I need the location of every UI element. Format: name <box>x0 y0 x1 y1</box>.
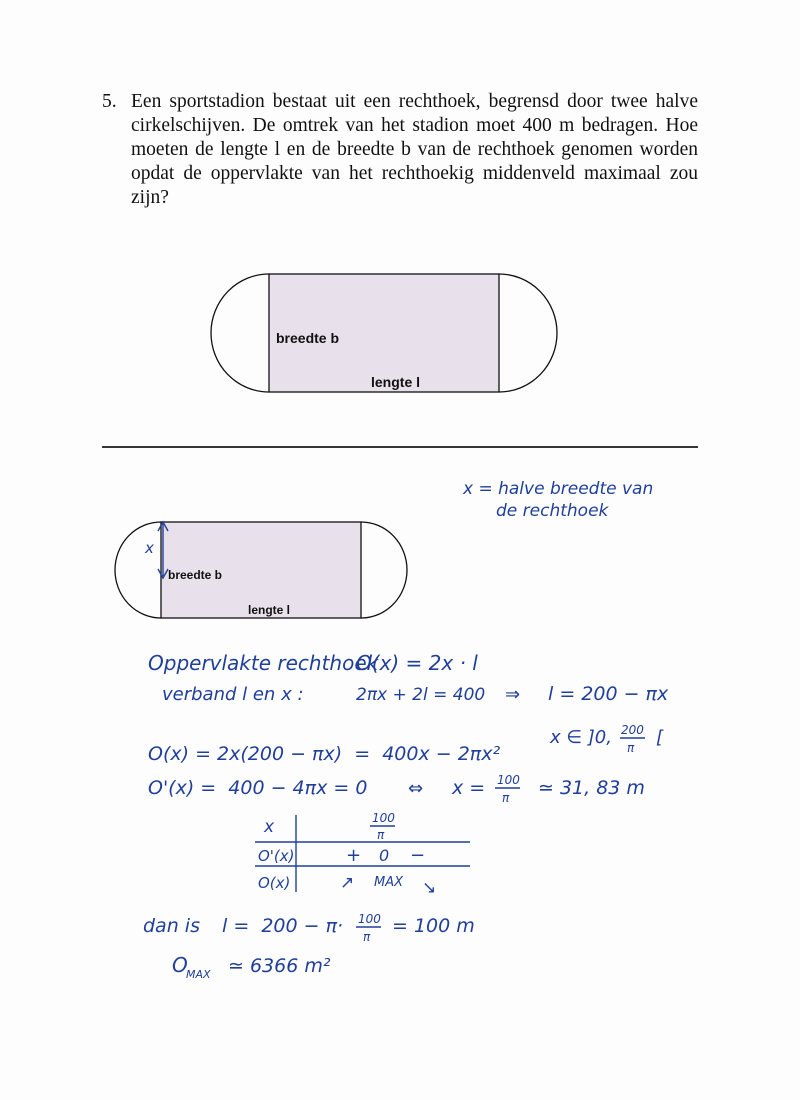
table-row1-minus: − <box>410 845 426 866</box>
area-label: Oppervlakte rechthoek <box>148 651 379 675</box>
stadium-diagram-top <box>211 274 557 392</box>
width-label-2: breedte b <box>168 568 223 582</box>
area-formula: O(x) = 2x · l <box>356 651 478 675</box>
implies-arrow: ⇒ <box>505 684 521 705</box>
l-result: = 100 m <box>392 915 475 937</box>
left-semicircle <box>211 274 269 392</box>
right-semicircle-2 <box>361 522 407 618</box>
width-label: breedte b <box>276 330 340 346</box>
domain-den: π <box>627 741 635 755</box>
omax-label: O <box>172 953 188 977</box>
then-label: dan is <box>143 915 200 937</box>
l-calc: l = 200 − π· <box>222 915 344 937</box>
omax-sub: MAX <box>186 968 211 981</box>
relation-formula: 2πx + 2l = 400 <box>356 685 486 705</box>
length-label-2: lengte l <box>248 603 291 617</box>
domain-num: 200 <box>621 723 644 737</box>
omax-value: ≃ 6366 m² <box>228 955 331 977</box>
x-den: π <box>502 791 510 805</box>
l-formula: l = 200 − πx <box>548 683 669 705</box>
table-row1-plus: + <box>346 845 362 866</box>
iff-arrow: ⇔ <box>408 778 424 799</box>
table-col-header: x <box>264 817 275 837</box>
domain-close: [ <box>656 727 664 748</box>
table-row2-max: MAX <box>374 875 404 890</box>
x-approx: ≃ 31, 83 m <box>538 777 645 799</box>
handwritten-solution <box>143 651 669 981</box>
sign-table <box>255 811 470 898</box>
x-label: x <box>145 539 154 557</box>
l-num: 100 <box>358 912 381 926</box>
table-row2-up: ↗ <box>340 873 355 893</box>
problem-number: 5. <box>102 91 117 112</box>
handwritten-note <box>462 479 653 521</box>
length-label: lengte l <box>371 374 421 390</box>
right-semicircle <box>499 274 557 392</box>
x-num: 100 <box>497 773 520 787</box>
table-crit-num: 100 <box>372 811 395 825</box>
domain-text: x ∈ ]0, <box>550 727 612 748</box>
table-row1-zero: 0 <box>379 846 390 865</box>
table-row2-label: O(x) <box>258 874 291 892</box>
x-eq: x = <box>452 777 486 799</box>
left-semicircle-2 <box>115 522 161 618</box>
note-line-2: de rechthoek <box>496 501 609 521</box>
l-den: π <box>363 930 371 944</box>
stadium-diagram-bottom <box>115 522 407 618</box>
table-row2-down: ↘ <box>422 878 437 898</box>
note-line-1: x = halve breedte van <box>463 479 654 499</box>
table-crit-den: π <box>377 828 385 842</box>
relation-label: verband l en x : <box>162 684 304 705</box>
table-row1-label: O'(x) <box>258 847 295 865</box>
O-formula: O(x) = 2x(200 − πx) = 400x − 2πx² <box>148 743 501 765</box>
problem-text: Een sportstadion bestaat uit een rechthoek, begrensd door twee halve cirkelschijven. De omtrek van het stadion moet 400 m bedragen. Hoe moeten de lengte l en de breedte b van de rechthoek genomen worden opdat de oppervlakte van het rechthoekig middenveld maximaal zou zijn? <box>131 91 698 208</box>
derivative-formula: O'(x) = 400 − 4πx = 0 <box>148 777 368 799</box>
